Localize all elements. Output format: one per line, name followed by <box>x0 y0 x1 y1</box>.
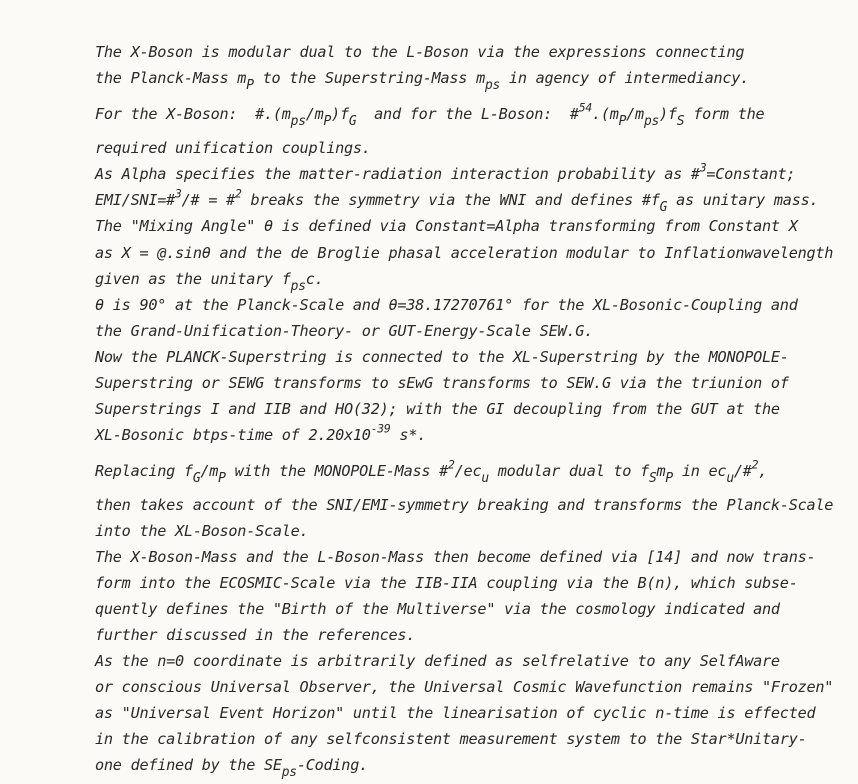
text-line: into the XL-Boson-Scale. <box>95 522 309 540</box>
text-line: required unification couplings. <box>95 139 371 157</box>
text-line: form into the ECOSMIC-Scale via the IIB-IIA coupling via the B(n), which subse- <box>95 574 798 592</box>
text-line: the Planck-Mass $m_P$ to the Superstring-Mass $m_{ps}$ in agency of intermediancy. <box>95 69 750 93</box>
text-line: or conscious Universal Observer, the Universal Cosmic Wavefunction remains "Frozen" <box>95 678 834 696</box>
text-line: As Alpha specifies the matter-radiation interaction probability as #$^3$=Constant; <box>95 160 796 183</box>
text-line: As the n=0 coordinate is arbitrarily defined as selfrelative to any SelfAware <box>95 652 780 670</box>
text-line: The X-Boson is modular dual to the L-Boson via the expressions connecting <box>95 43 745 61</box>
text-line: Superstring or SEWG transforms to sEwG transforms to SEW.G via the triunion of <box>95 374 789 392</box>
text-line: in the calibration of any selfconsistent measurement system to the Star*Unitary- <box>95 730 807 748</box>
text-line: The "Mixing Angle" θ is defined via Constant=Alpha transforming from Constant X <box>95 217 798 235</box>
text-line: further discussed in the references. <box>95 626 416 644</box>
text-line: one defined by the $SE_{ps}$-Coding. <box>95 756 368 780</box>
text-line: Superstrings I and IIB and HO(32); with the GI decoupling from the GUT at the <box>95 400 780 418</box>
text-line: θ is 90° at the Planck-Scale and θ=38.17270761° for the XL-Bosonic-Coupling and <box>95 296 798 314</box>
text-line: as "Universal Event Horizon" until the linearisation of cyclic n-time is effected <box>95 704 816 722</box>
text-line: quently defines the "Birth of the Multiverse" via the cosmology indicated and <box>95 600 780 618</box>
text-line: as X = @.sinθ and the de Broglie phasal acceleration modular to Inflationwavelength <box>95 244 834 262</box>
text-line: then takes account of the SNI/EMI-symmetry breaking and transforms the Planck-Scale <box>95 496 834 514</box>
text-line: For the X-Boson: $\#.(m_{ps}/m_P)f_G$ and for the L-Boson: $\#^{54}.(m_P/m_{ps})f_S$ form the <box>95 100 765 129</box>
text-line: The X-Boson-Mass and the L-Boson-Mass then become defined via [14] and now trans- <box>95 548 816 566</box>
text-line: Replacing $f_G/m_P$ with the MONOPOLE-Mass $\#^2/ec_u$ modular dual to $f_Sm_P$ in $ec_u/\#^2$, <box>95 457 768 486</box>
text-line: Now the PLANCK-Superstring is connected to the XL-Superstring by the MONOPOLE- <box>95 348 789 366</box>
text-line: EMI/SNI=#$^3$/# = #$^2$ breaks the symmetry via the WNI and defines $\#f_G$ as unitary mass. <box>95 186 819 215</box>
text-line: the Grand-Unification-Theory- or GUT-Energy-Scale SEW.G. <box>95 322 594 340</box>
text-line: given as the unitary $f_{ps}c$. <box>95 270 324 294</box>
text-line: XL-Bosonic btps-time of $2.20x10^{-39}$ s*. <box>95 421 427 444</box>
